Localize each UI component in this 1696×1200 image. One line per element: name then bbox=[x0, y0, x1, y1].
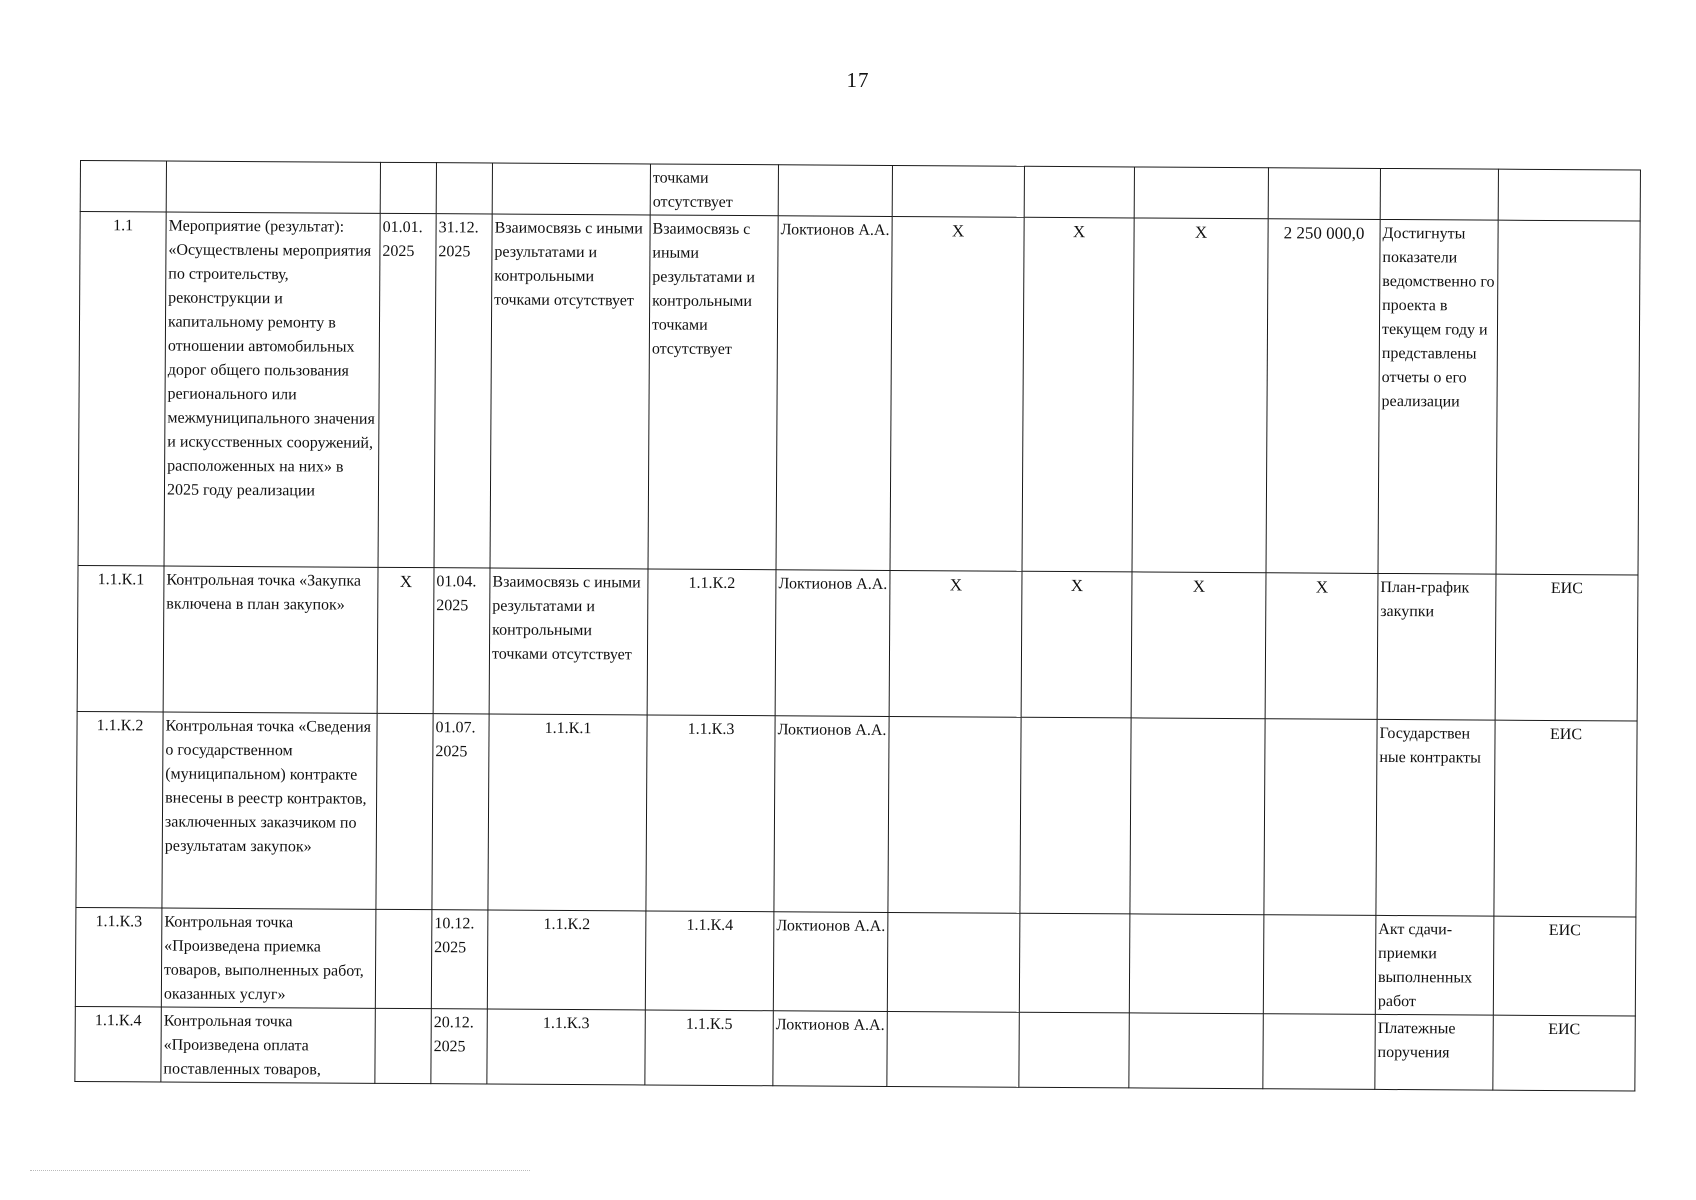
row-cell-1 bbox=[888, 716, 1021, 913]
row-successors: Взаимосвязь с иными результатами и контрольными точками отсутствует bbox=[648, 215, 778, 570]
row-successors: точками отсутствует bbox=[650, 164, 778, 216]
row-system bbox=[1496, 220, 1640, 575]
table-row bbox=[75, 907, 1636, 1016]
row-start-date bbox=[375, 909, 432, 1008]
row-cell-3: X bbox=[1132, 218, 1268, 573]
row-system: ЕИС bbox=[1495, 574, 1638, 721]
row-start-date bbox=[376, 713, 433, 909]
row-document: План-график закупки bbox=[1377, 573, 1496, 720]
row-name: Контрольная точка «Произведена оплата поставленных товаров, bbox=[161, 1007, 375, 1083]
row-name bbox=[166, 161, 380, 213]
row-cell-4: X bbox=[1265, 573, 1378, 720]
row-name: Контрольная точка «Закупка включена в план закупок» bbox=[163, 566, 378, 713]
row-predecessors: Взаимосвязь с иными результатами и контрольными точками отсутствует bbox=[489, 568, 648, 715]
row-cell-2 bbox=[1019, 1012, 1129, 1088]
row-responsible: Локтионов А.А. bbox=[773, 1011, 887, 1087]
row-code: 1.1.К.4 bbox=[75, 1006, 161, 1082]
row-cell-2 bbox=[1024, 166, 1134, 218]
row-responsible bbox=[778, 165, 892, 217]
table-row bbox=[75, 1006, 1635, 1091]
row-cell-4 bbox=[1263, 1014, 1375, 1090]
row-end-date: 31.12. 2025 bbox=[434, 214, 492, 568]
row-cell-2 bbox=[1020, 717, 1131, 914]
row-end-date: 01.07. 2025 bbox=[432, 714, 489, 910]
row-cell-3 bbox=[1129, 1013, 1263, 1089]
row-system: ЕИС bbox=[1493, 916, 1636, 1016]
row-cell-1 bbox=[887, 1011, 1019, 1087]
row-cell-3: X bbox=[1131, 572, 1266, 719]
row-document: Государствен ные контракты bbox=[1376, 719, 1495, 916]
row-predecessors: 1.1.К.1 bbox=[488, 714, 647, 911]
row-name: Контрольная точка «Произведена приемка товаров, выполненных работ, оказанных услуг» bbox=[161, 908, 376, 1008]
row-code: 1.1.К.3 bbox=[75, 907, 162, 1007]
implementation-plan-table bbox=[74, 160, 1641, 1092]
row-responsible: Локтионов А.А. bbox=[774, 716, 889, 913]
row-code bbox=[80, 161, 166, 213]
row-document: Достигнуты показатели ведомственно го проекта в текущем году и представлены отчеты о его реализации bbox=[1378, 219, 1498, 574]
row-document: Платежные поручения bbox=[1375, 1014, 1493, 1090]
row-end-date: 20.12. 2025 bbox=[431, 1009, 487, 1084]
row-system: ЕИС bbox=[1493, 1015, 1635, 1091]
row-end-date: 10.12. 2025 bbox=[431, 910, 488, 1009]
row-document: Акт сдачи-приемки выполненных работ bbox=[1375, 915, 1494, 1015]
row-cell-3 bbox=[1130, 718, 1265, 915]
row-responsible: Локтионов А.А. bbox=[776, 216, 892, 571]
row-code: 1.1.К.1 bbox=[77, 565, 164, 712]
row-name: Контрольная точка «Сведения о государственном (муниципальном) контракте внесены в реестр контрактов, заключенных заказчиком по результатам закупок» bbox=[162, 712, 377, 909]
row-cell-4: 2 250 000,0 bbox=[1266, 219, 1380, 574]
row-cell-1: X bbox=[889, 570, 1022, 717]
table-row bbox=[77, 565, 1638, 721]
row-cell-3 bbox=[1129, 914, 1264, 1014]
row-cell-2: X bbox=[1021, 571, 1132, 718]
row-cell-3 bbox=[1134, 167, 1268, 219]
scan-artifact-line bbox=[30, 1170, 530, 1175]
row-start-date: X bbox=[377, 567, 434, 713]
row-cell-2: X bbox=[1022, 217, 1134, 572]
row-end-date: 01.04. 2025 bbox=[433, 568, 490, 714]
row-predecessors: 1.1.К.3 bbox=[487, 1009, 645, 1085]
row-cell-1 bbox=[892, 165, 1024, 217]
row-end-date bbox=[436, 163, 492, 214]
row-document bbox=[1380, 168, 1498, 220]
row-predecessors: Взаимосвязь с иными результатами и контрольными точками отсутствует bbox=[490, 214, 650, 569]
row-cell-1: X bbox=[890, 216, 1024, 571]
row-successors: 1.1.К.2 bbox=[647, 569, 776, 716]
row-predecessors bbox=[492, 163, 650, 215]
page-number: 17 bbox=[846, 68, 870, 92]
row-successors: 1.1.К.4 bbox=[645, 911, 774, 1011]
row-start-date: 01.01. 2025 bbox=[378, 213, 436, 567]
row-successors: 1.1.К.3 bbox=[646, 715, 775, 912]
row-cell-4 bbox=[1268, 168, 1380, 220]
row-responsible: Локтионов А.А. bbox=[773, 912, 888, 1012]
plan-table-sheet bbox=[74, 160, 1640, 1092]
row-start-date bbox=[380, 162, 436, 213]
row-cell-4 bbox=[1264, 719, 1377, 916]
row-predecessors: 1.1.К.2 bbox=[487, 910, 646, 1010]
row-system: ЕИС bbox=[1494, 720, 1637, 917]
row-code: 1.1.К.2 bbox=[76, 711, 163, 908]
row-cell-1 bbox=[887, 912, 1020, 1012]
row-cell-4 bbox=[1263, 915, 1376, 1015]
row-responsible: Локтионов А.А. bbox=[775, 570, 890, 717]
row-name: Мероприятие (результат): «Осуществлены мероприятия по строительству, реконструкции и капитальному ремонту в отношении автомобильных дорог общего пользования регионального или межмуниципального значения и искусственных сооружений, расположенных на них» в 2025 году реализации bbox=[164, 212, 380, 567]
row-start-date bbox=[375, 1008, 431, 1083]
row-cell-2 bbox=[1019, 913, 1130, 1013]
row-successors: 1.1.К.5 bbox=[645, 1010, 773, 1086]
row-code: 1.1 bbox=[78, 212, 166, 567]
table-row bbox=[78, 212, 1640, 576]
table-row bbox=[76, 711, 1637, 917]
row-system bbox=[1498, 169, 1640, 221]
